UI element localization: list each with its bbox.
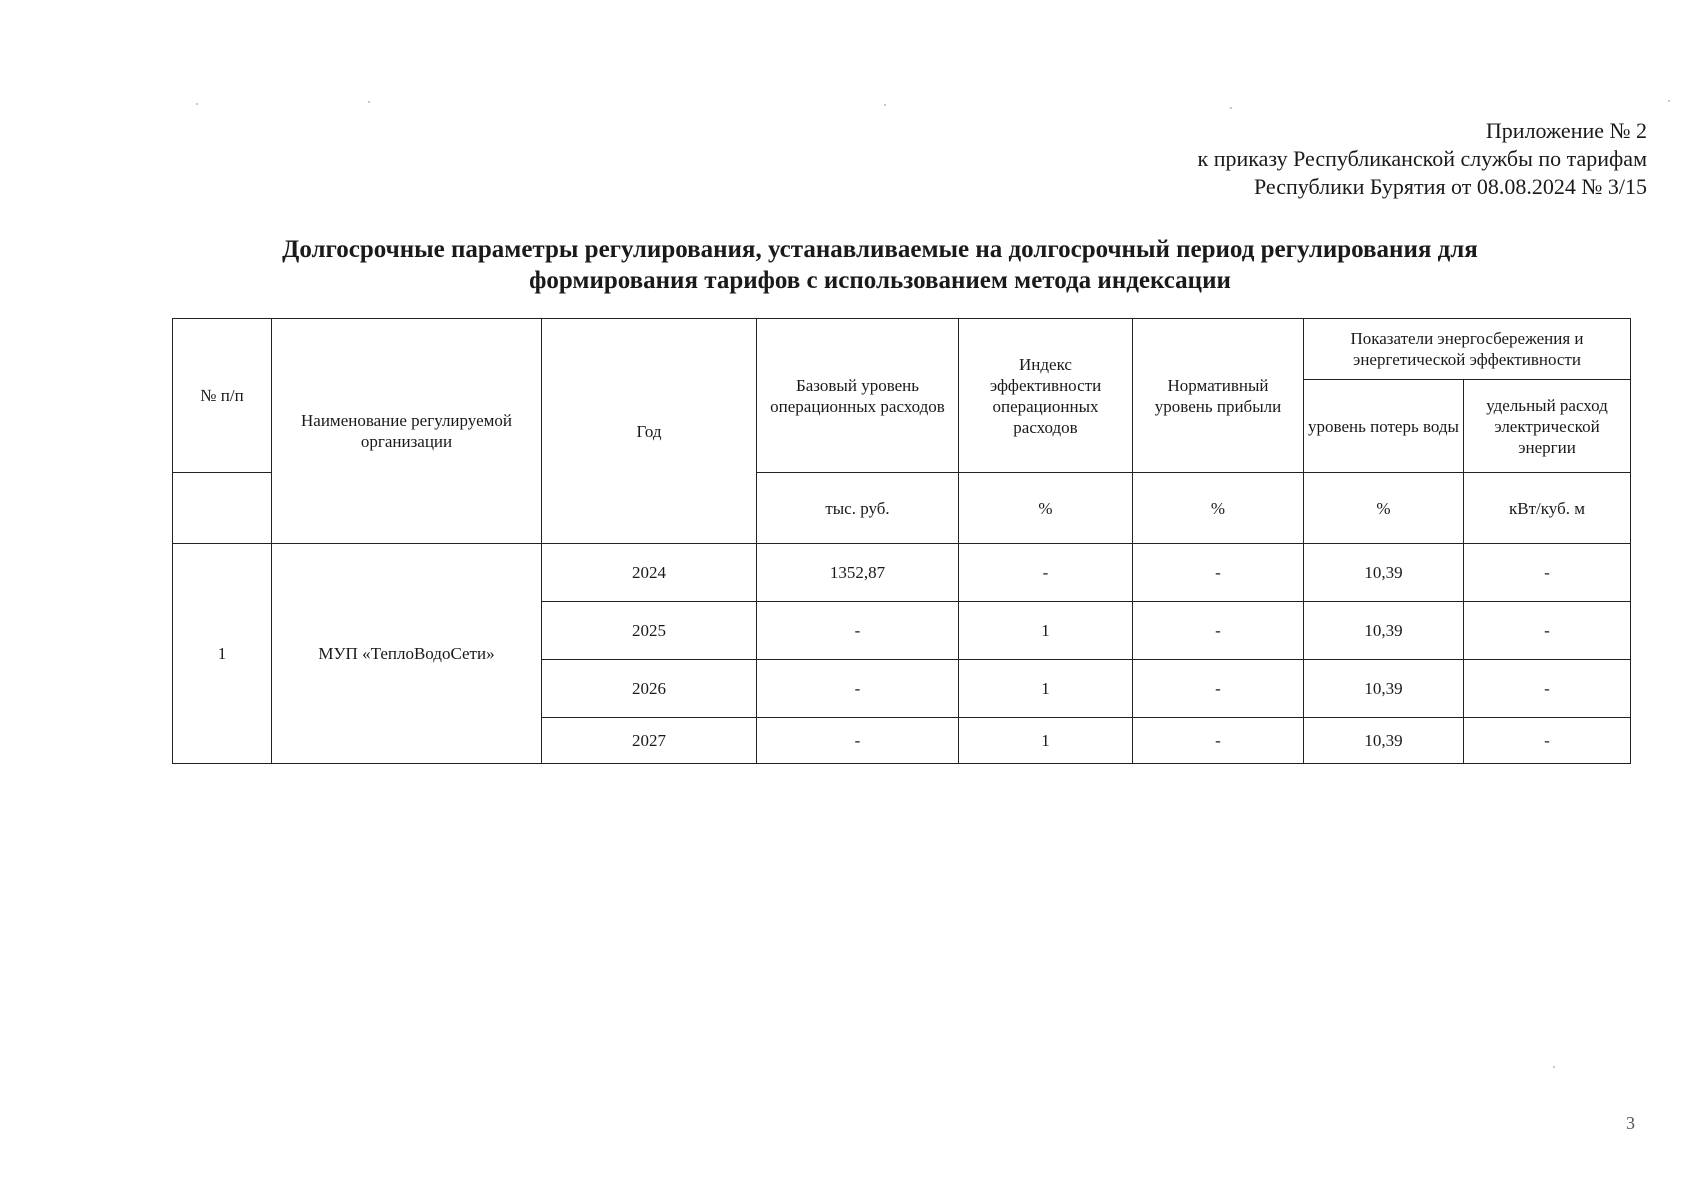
unit-num-empty xyxy=(173,473,272,544)
cell-electricity-consumption: - xyxy=(1464,660,1631,718)
cell-profit-level: - xyxy=(1133,718,1304,764)
cell-year: 2025 xyxy=(542,602,757,660)
scan-speck xyxy=(1668,100,1670,102)
cell-profit-level: - xyxy=(1133,602,1304,660)
unit-efficiency-index: % xyxy=(959,473,1133,544)
annex-line-2: к приказу Республиканской службы по тарифам xyxy=(1197,146,1647,171)
cell-water-loss: 10,39 xyxy=(1304,602,1464,660)
header-electricity-consumption: удельный расход электрической энергии xyxy=(1464,380,1631,473)
page-number: 3 xyxy=(1626,1113,1635,1133)
cell-profit-level: - xyxy=(1133,660,1304,718)
cell-base-opex: - xyxy=(757,602,959,660)
cell-water-loss: 10,39 xyxy=(1304,544,1464,602)
table-row xyxy=(173,544,1631,602)
cell-efficiency-index: - xyxy=(959,544,1133,602)
header-water-loss: уровень потерь воды xyxy=(1304,380,1464,473)
cell-electricity-consumption: - xyxy=(1464,602,1631,660)
cell-base-opex: - xyxy=(757,660,959,718)
document-title xyxy=(170,234,1590,296)
cell-year: 2024 xyxy=(542,544,757,602)
header-profit-level: Нормативный уровень прибыли xyxy=(1133,319,1304,473)
scan-speck xyxy=(1553,1066,1555,1068)
annex-line-3: Республики Бурятия от 08.08.2024 № 3/15 xyxy=(1253,174,1647,199)
scan-speck xyxy=(368,101,370,103)
title-line-2: формирования тарифов с использованием метода индексации xyxy=(529,267,1231,294)
cell-electricity-consumption: - xyxy=(1464,544,1631,602)
cell-base-opex: - xyxy=(757,718,959,764)
cell-profit-level: - xyxy=(1133,544,1304,602)
cell-num: 1 xyxy=(173,544,272,764)
header-base-opex: Базовый уровень операционных расходов xyxy=(757,319,959,473)
cell-base-opex: 1352,87 xyxy=(757,544,959,602)
annex-reference xyxy=(1198,117,1647,201)
title-line-1: Долгосрочные параметры регулирования, устанавливаемые на долгосрочный период регулирования для xyxy=(282,236,1478,263)
unit-water-loss: % xyxy=(1304,473,1464,544)
annex-line-1: Приложение № 2 xyxy=(1485,118,1647,143)
cell-year: 2026 xyxy=(542,660,757,718)
unit-profit-level: % xyxy=(1133,473,1304,544)
cell-efficiency-index: 1 xyxy=(959,602,1133,660)
cell-efficiency-index: 1 xyxy=(959,718,1133,764)
header-num: № п/п xyxy=(173,319,272,473)
header-year: Год xyxy=(542,319,757,544)
header-efficiency-index: Индекс эффективности операционных расходов xyxy=(959,319,1133,473)
header-organization: Наименование регулируемой организации xyxy=(272,319,542,544)
cell-electricity-consumption: - xyxy=(1464,718,1631,764)
scan-speck xyxy=(196,103,198,105)
scan-speck xyxy=(884,104,886,106)
scan-speck xyxy=(1230,107,1232,109)
cell-water-loss: 10,39 xyxy=(1304,660,1464,718)
cell-organization: МУП «ТеплоВодоСети» xyxy=(272,544,542,764)
unit-base-opex: тыс. руб. xyxy=(757,473,959,544)
cell-year: 2027 xyxy=(542,718,757,764)
cell-efficiency-index: 1 xyxy=(959,660,1133,718)
unit-electricity-consumption: кВт/куб. м xyxy=(1464,473,1631,544)
parameters-table xyxy=(172,318,1631,764)
header-energy-indicators: Показатели энергосбережения и энергетической эффективности xyxy=(1304,319,1631,380)
cell-water-loss: 10,39 xyxy=(1304,718,1464,764)
